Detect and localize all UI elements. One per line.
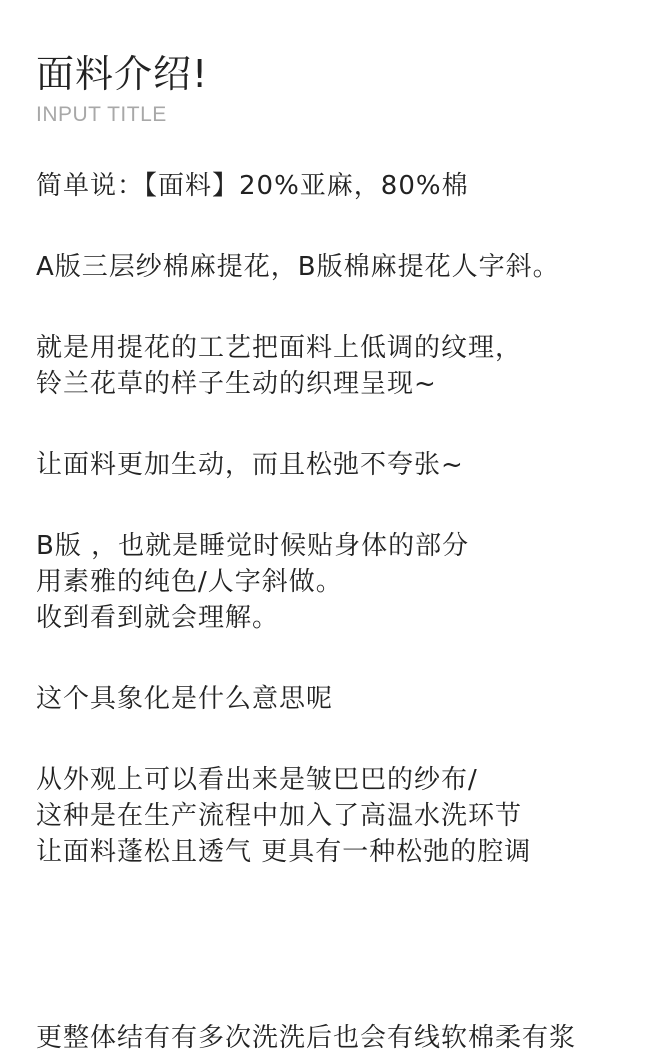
text-line: 这个具象化是什么意思呢: [36, 684, 334, 714]
paragraph: [36, 447, 656, 483]
text-line-cut-off: 更整体结有有多次洗洗后也会有线软棉柔有浆: [36, 1023, 577, 1053]
cut-off-paragraph: [36, 1020, 576, 1056]
paragraph: [36, 249, 656, 285]
text-line: 让面料蓬松且透气 更具有一种松弛的腔调: [36, 837, 532, 867]
text-line: 简单说：【面料】20%亚麻，80%棉: [36, 171, 469, 201]
text-line: 从外观上可以看出来是皱巴巴的纱布/: [36, 765, 478, 795]
text-line: 让面料更加生动，而且松弛不夸张~: [36, 450, 464, 480]
text-line: 这种是在生产流程中加入了高温水洗环节: [36, 801, 523, 831]
paragraph: [36, 168, 656, 204]
page-subtitle: INPUT TITLE: [36, 103, 167, 126]
header: [36, 50, 208, 128]
paragraph: [36, 681, 656, 717]
paragraph: [36, 528, 656, 636]
text-line: 就是用提花的工艺把面料上低调的纹理，: [36, 333, 523, 363]
text-line: 铃兰花草的样子生动的织理呈现~: [36, 369, 437, 399]
text-line: B版 ，也就是睡觉时候贴身体的部分: [36, 531, 470, 561]
paragraph: [36, 330, 656, 402]
text-line: A版三层纱棉麻提花，B版棉麻提花人字斜。: [36, 252, 560, 282]
page-title: 面料介绍!: [36, 52, 209, 96]
paragraph: [36, 762, 656, 870]
text-line: 收到看到就会理解。: [36, 603, 280, 633]
text-line: 用素雅的纯色/人字斜做。: [36, 567, 343, 597]
article-body: [36, 168, 656, 915]
